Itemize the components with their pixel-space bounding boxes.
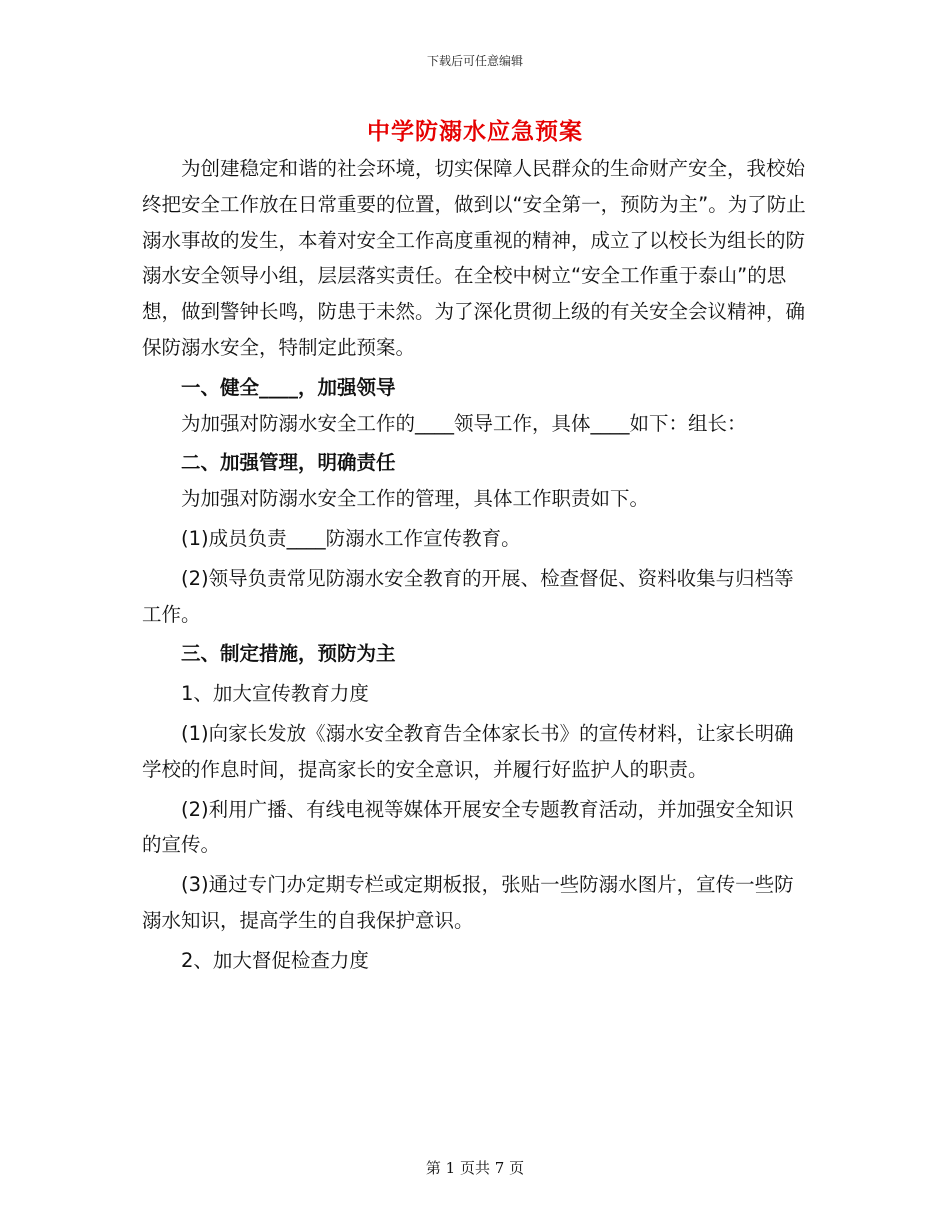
section-2-paragraph: 为加强对防溺水安全工作的管理，具体工作职责如下。 bbox=[181, 487, 650, 511]
section-heading-1: 一、健全____，加强领导 bbox=[181, 375, 396, 399]
document-body bbox=[142, 151, 812, 979]
section-1-paragraph: 为加强对防溺水安全工作的____领导工作，具体____如下：组长： bbox=[181, 411, 747, 435]
header-note: 下载后可任意编辑 bbox=[426, 54, 523, 68]
subsection-1-item-2: (2)利用广播、有线电视等媒体开展安全专题教育活动，并加强安全知识的宣传。 bbox=[142, 797, 794, 857]
page-number-footer: 第 1 页共 7 页 bbox=[425, 1159, 525, 1177]
subsection-1-item-1: (1)向家长发放《溺水安全教育告全体家长书》的宣传材料，让家长明确学校的作息时间，提高家长的安全意识，并履行好监护人的职责。 bbox=[142, 721, 794, 781]
document-title: 中学防溺水应急预案 bbox=[367, 119, 583, 145]
intro-paragraph: 为创建稳定和谐的社会环境，切实保障人民群众的生命财产安全，我校始终把安全工作放在日常重要的位置，做到以“安全第一，预防为主”。为了防止溺水事故的发生，本着对安全工作高度重视的精神，成立了以校长为组长的防溺水安全领导小组，层层落实责任。在全校中树立“安全工作重于泰山”的思想，做到警钟长鸣，防患于未然。为了深化贯彻上级的有关安全会议精神，确保防溺水安全，特制定此预案。 bbox=[142, 157, 806, 359]
section-heading-3: 三、制定措施，预防为主 bbox=[181, 642, 396, 666]
section-2-item-2: (2)领导负责常见防溺水安全教育的开展、检查督促、资料收集与归档等工作。 bbox=[142, 566, 794, 626]
subsection-heading-2: 2、加大督促检查力度 bbox=[181, 948, 369, 972]
subsection-heading-1: 1、加大宣传教育力度 bbox=[181, 682, 369, 706]
subsection-1-item-3: (3)通过专门办定期专栏或定期板报，张贴一些防溺水图片，宣传一些防溺水知识，提高学生的自我保护意识。 bbox=[142, 873, 794, 932]
section-heading-2: 二、加强管理，明确责任 bbox=[181, 451, 396, 475]
section-2-item-1: (1)成员负责____防溺水工作宣传教育。 bbox=[181, 526, 521, 550]
